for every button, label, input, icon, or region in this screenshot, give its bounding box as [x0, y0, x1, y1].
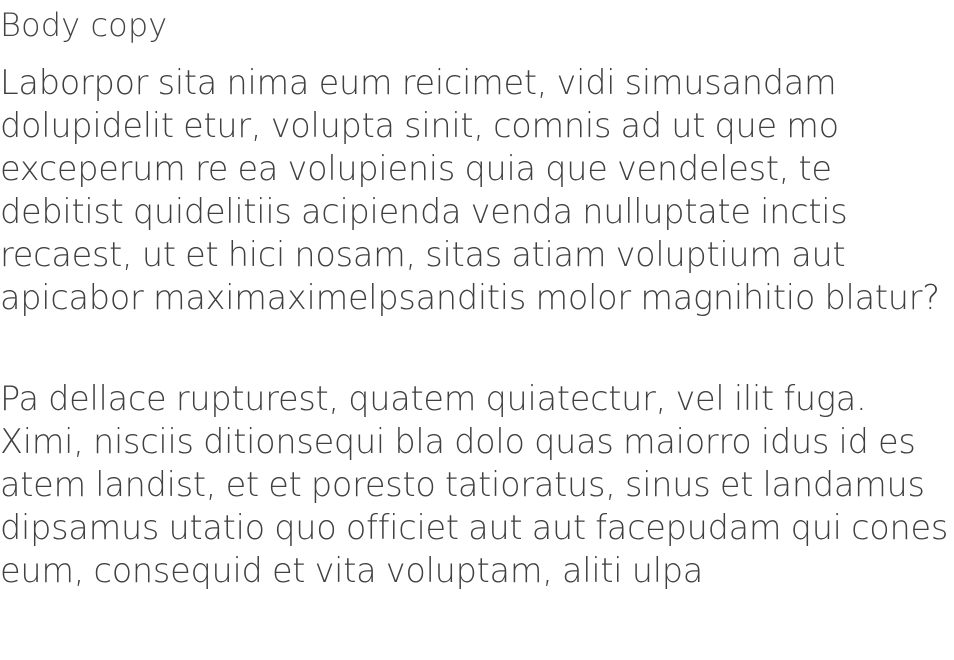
body-paragraph-2: Pa dellace rupturest, quatem quiatectur, vel ilit fuga. Ximi, nisciis ditionsequi bla dolo quas maiorro idus id es atem landist, et et poresto tatioratus, sinus et landamus dipsamus utatio quo officiet aut aut facepudam qui cones eum, consequid et vita voluptam, aliti ulpa — [0, 379, 949, 590]
section-label: Body copy — [0, 6, 168, 44]
body-paragraph-1: Laborpor sita nima eum reicimet, vidi simusandam dolupidelit etur, volupta sinit, comnis ad ut que mo exceperum re ea volupienis quia que vendelest, te debitist quidelitiis acipienda venda nulluptate inctis recaest, ut et hici nosam, sitas atiam voluptium aut apicabor maximaximelpsanditis molor magnihitio blatur? — [0, 63, 940, 317]
